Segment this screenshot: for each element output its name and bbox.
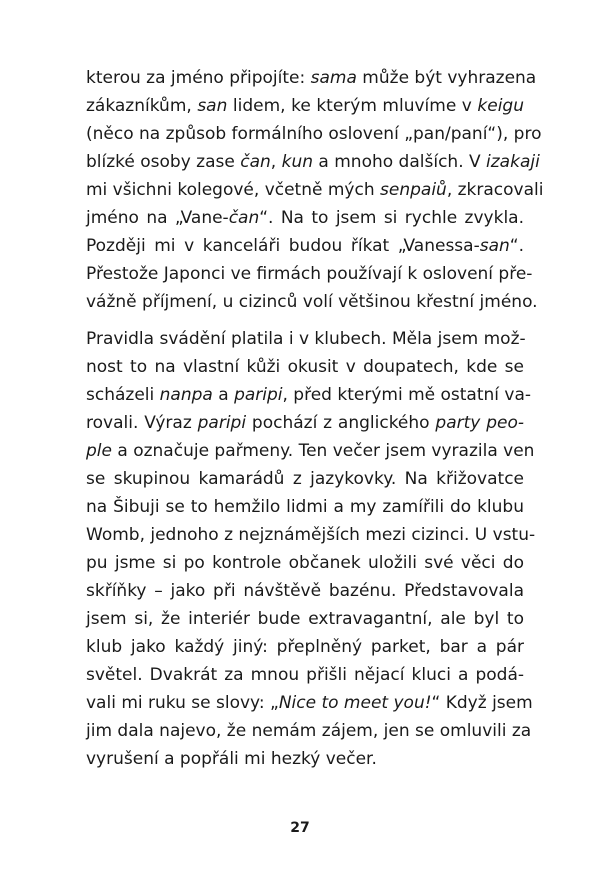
text-run: může být vyhrazena (356, 68, 537, 88)
text-run: jsem si, že interiér bude extravagantní, ale byl to (86, 609, 524, 629)
text-line (86, 605, 524, 633)
text-line (86, 381, 532, 409)
text-run: a označuje pařmeny. Ten večer jsem vyrazila ven (111, 441, 535, 461)
text-run: lidem, ke kterým mluvíme v (227, 96, 478, 116)
italic-term: senpaiů (380, 180, 447, 200)
italic-term: sama (310, 68, 357, 88)
text-run: klub jako každý jiný: přeplněný parket, bar a pár (86, 637, 524, 657)
text-run: “. (509, 236, 524, 256)
text-line (86, 577, 524, 605)
text-run: Pravidla svádění platila i v klubech. Měla jsem mož- (86, 329, 526, 349)
italic-term: čan (240, 152, 271, 172)
text-run: světel. Dvakrát za mnou přišli nějací kluci a podá- (86, 665, 524, 685)
text-run: Womb, jednoho z nejznámějších mezi cizinci. U vstu- (86, 525, 536, 545)
text-run: jméno na „Vane- (86, 208, 229, 228)
italic-term: izakaji (486, 152, 540, 172)
text-run: blízké osoby zase (86, 152, 241, 172)
text-line (86, 288, 538, 316)
text-run: pochází z anglického (246, 413, 436, 433)
text-run: na Šibuji se to hemžilo lidmi a my zamířili do klubu (86, 497, 524, 517)
italic-term: Nice to meet you! (278, 693, 432, 713)
text-line (86, 120, 542, 148)
italic-term: san (197, 96, 228, 116)
text-run: vali mi ruku se slovy: „ (86, 693, 279, 713)
italic-term: čan (228, 208, 260, 228)
text-run: pu jsme si po kontrole občanek uložili své věci do (86, 553, 524, 573)
italic-term: nanpa (159, 385, 213, 405)
text-line (86, 325, 524, 353)
text-run: nost to na vlastní kůži okusit v doupatech, kde se (86, 357, 524, 377)
text-run: “ Když jsem (431, 693, 533, 713)
text-run: Později mi v kanceláři budou říkat „Vanessa- (86, 236, 480, 256)
text-line (86, 260, 533, 288)
text-run: (něco na způsob formálního oslovení „pan/paní“), pro (86, 124, 542, 144)
text-line (86, 465, 524, 493)
text-line (86, 549, 524, 577)
text-run: scházeli (86, 385, 160, 405)
text-run: skříňky – jako při návštěvě bazénu. Představovala (86, 581, 524, 601)
italic-term: ple (86, 441, 112, 461)
italic-term: paripi (197, 413, 247, 433)
text-line (86, 353, 524, 381)
text-line (86, 437, 535, 465)
text-run: vážně příjmení, u cizinců volí většinou křestní jméno. (86, 292, 538, 312)
text-run: , (270, 152, 282, 172)
text-line (86, 717, 532, 745)
text-line (86, 64, 537, 92)
text-line (86, 409, 524, 437)
text-run: , zkracovali (446, 180, 544, 200)
italic-term: paripi (234, 385, 283, 405)
text-run: kterou za jméno připojíte: (86, 68, 311, 88)
text-line (86, 176, 544, 204)
text-line (86, 689, 533, 717)
text-line (86, 493, 524, 521)
text-line (86, 148, 540, 176)
text-run: , před kterými mě ostatní va- (282, 385, 532, 405)
text-line (86, 92, 524, 120)
text-run: “. Na to jsem si rychle zvykla. (259, 208, 524, 228)
text-run: se skupinou kamarádů z jazykovky. Na křižovatce (86, 469, 524, 489)
text-run: rovali. Výraz (86, 413, 198, 433)
text-line (86, 745, 524, 773)
text-line (86, 521, 536, 549)
italic-term: san (479, 236, 510, 256)
text-run: vyrušení a popřáli mi hezký večer. (86, 749, 377, 769)
text-run: zákazníkům, (86, 96, 198, 116)
paragraph-2 (86, 325, 536, 773)
paragraph-1 (86, 64, 544, 316)
text-line (86, 661, 524, 689)
text-line (86, 232, 524, 260)
italic-term: party peo- (435, 413, 524, 433)
page-number: 27 (290, 820, 310, 836)
italic-term: kun (281, 152, 314, 172)
text-line (86, 204, 524, 232)
text-run: mi všichni kolegové, včetně mých (86, 180, 381, 200)
italic-term: keigu (477, 96, 524, 116)
text-line (86, 633, 524, 661)
text-run: jim dala najevo, že nemám zájem, jen se omluvili za (86, 721, 532, 741)
text-run: a mnoho dalších. V (313, 152, 487, 172)
text-run: Přestože Japonci ve firmách používají k oslovení pře- (86, 264, 533, 284)
text-run: a (212, 385, 235, 405)
